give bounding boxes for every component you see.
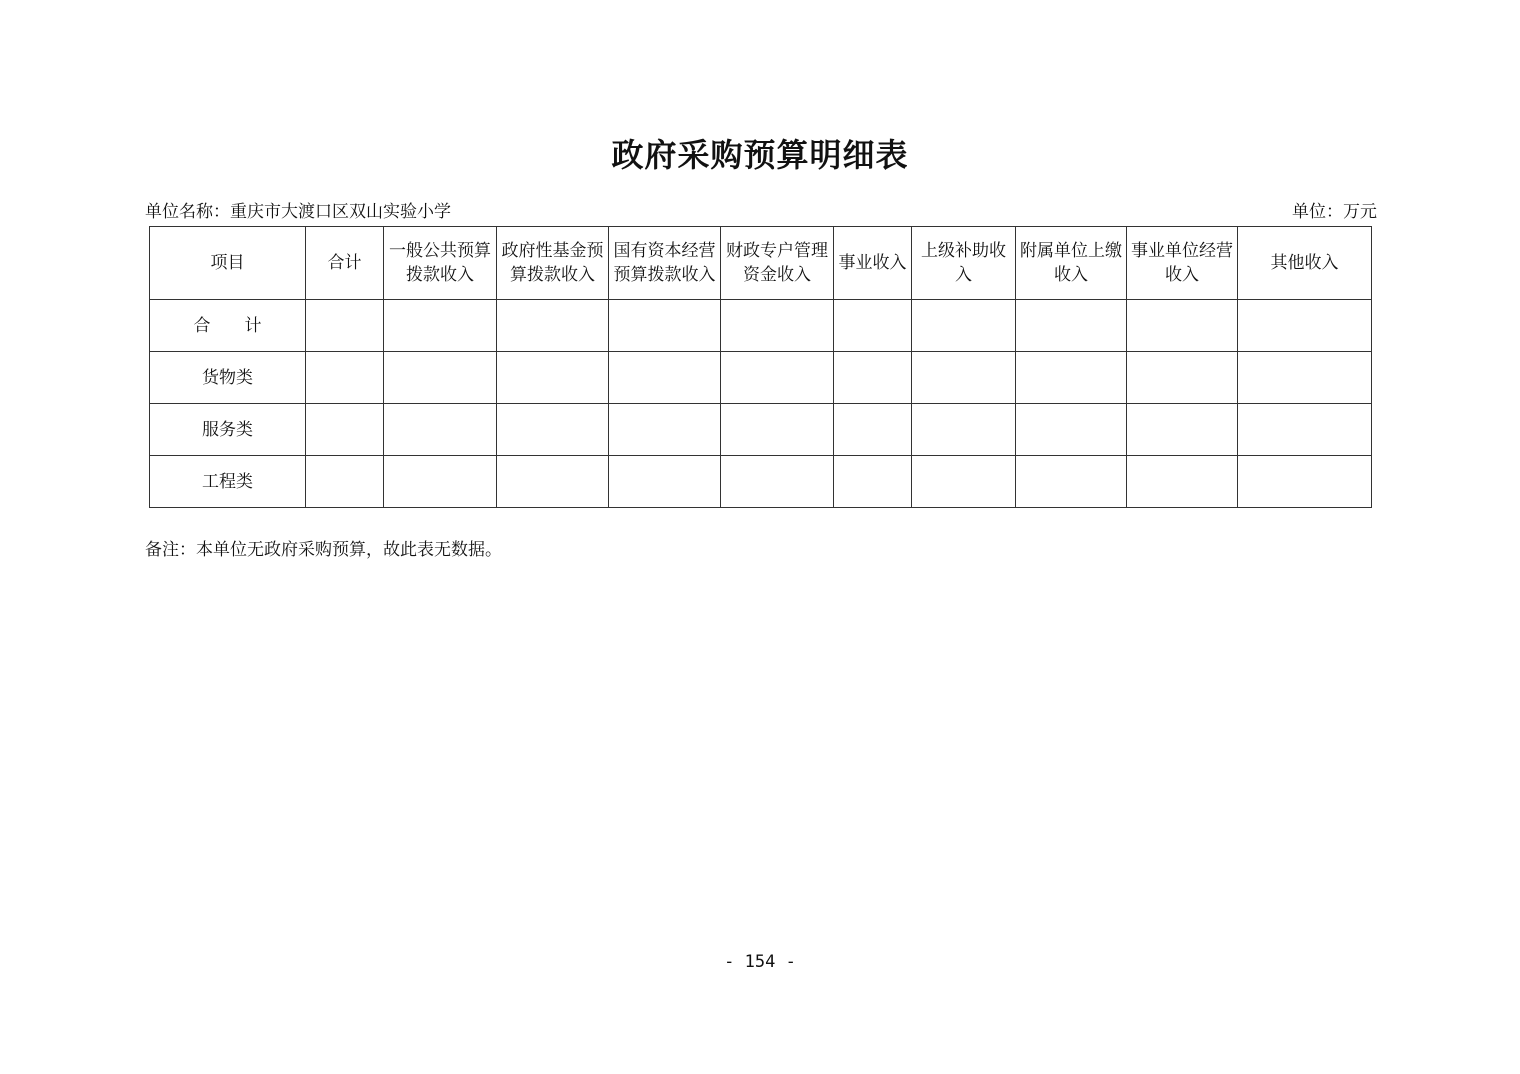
table-cell [912,352,1016,404]
note-text: 备注：本单位无政府采购预算，故此表无数据。 [145,540,502,560]
table-cell [306,404,384,456]
table-cell [1016,404,1127,456]
table-cell [834,456,912,508]
table-header-row [150,227,1372,300]
header-other-income: 其他收入 [1238,227,1372,300]
table-row [150,300,1372,352]
unit-name-label: 单位名称：重庆市大渡口区双山实验小学 [145,202,451,222]
table-cell [1238,300,1372,352]
table-cell [384,456,497,508]
table-row [150,456,1372,508]
table-cell [721,456,834,508]
header-government-fund: 政府性基金预算拨款收入 [497,227,609,300]
table-cell [912,300,1016,352]
table-cell [384,404,497,456]
table-cell [1016,456,1127,508]
table-cell [1238,352,1372,404]
table-cell [1016,352,1127,404]
table-cell [306,456,384,508]
header-fiscal-account: 财政专户管理资金收入 [721,227,834,300]
table-cell [497,352,609,404]
header-business-income: 事业收入 [834,227,912,300]
table-cell [609,404,721,456]
unit-label: 单位：万元 [1292,202,1377,222]
header-general-budget: 一般公共预算拨款收入 [384,227,497,300]
table-cell [1238,404,1372,456]
table-cell [497,300,609,352]
header-item: 项目 [150,227,306,300]
row-label: 服务类 [150,404,306,456]
header-state-capital: 国有资本经营预算拨款收入 [609,227,721,300]
table-cell [384,352,497,404]
procurement-budget-table [149,226,1372,508]
table-cell [721,404,834,456]
table-cell [1127,456,1238,508]
table-cell [609,456,721,508]
header-operating-income: 事业单位经营收入 [1127,227,1238,300]
table-cell [834,352,912,404]
table-cell [497,404,609,456]
table-cell [834,300,912,352]
table-cell [912,456,1016,508]
header-subordinate-payment: 附属单位上缴收入 [1016,227,1127,300]
table-cell [306,300,384,352]
table-cell [721,352,834,404]
table-cell [384,300,497,352]
table-cell [306,352,384,404]
table-cell [912,404,1016,456]
table-cell [1127,404,1238,456]
row-label: 合 计 [150,300,306,352]
table-cell [1127,352,1238,404]
table-cell [721,300,834,352]
header-superior-subsidy: 上级补助收入 [912,227,1016,300]
table-cell [1238,456,1372,508]
table-cell [1127,300,1238,352]
row-label: 工程类 [150,456,306,508]
header-total: 合计 [306,227,384,300]
row-label: 货物类 [150,352,306,404]
table-row [150,352,1372,404]
table-cell [834,404,912,456]
table-cell [497,456,609,508]
page-number: - 154 - [724,952,796,972]
table-cell [609,352,721,404]
table-row [150,404,1372,456]
meta-row [145,197,1377,221]
table-cell [1016,300,1127,352]
document-title: 政府采购预算明细表 [611,136,909,174]
table-cell [609,300,721,352]
